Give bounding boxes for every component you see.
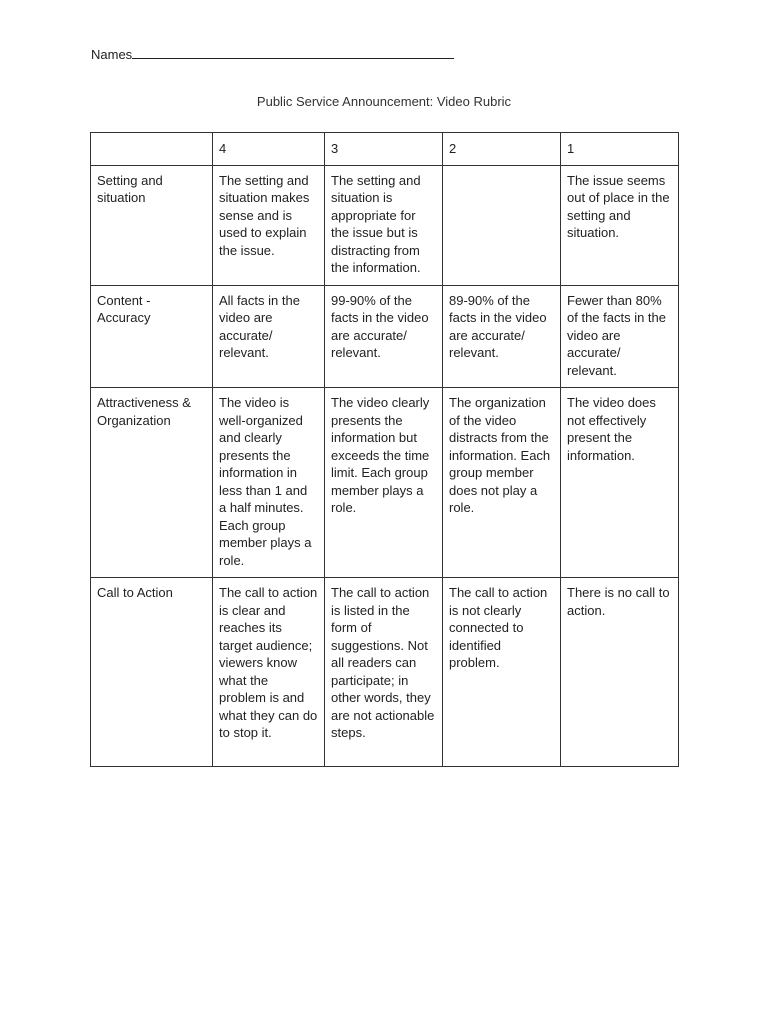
table-cell: The video clearly presents the information but exceeds the time limit. Each group member plays a role. [325,388,443,578]
names-field [91,45,454,62]
criterion-cell: Call to Action [91,578,213,767]
table-cell: Fewer than 80% of the facts in the video are accurate/ relevant. [561,285,679,388]
names-label: Names [91,47,133,62]
header-cell-score-2: 2 [443,133,561,166]
header-cell-score-4: 4 [213,133,325,166]
table-cell: The video is well-organized and clearly presents the information in less than 1 and a half minutes. Each group member plays a role. [213,388,325,578]
table-cell: The setting and situation is appropriate for the issue but is distracting from the information. [325,165,443,285]
table-cell [443,165,561,285]
criterion-cell: Content - Accuracy [91,285,213,388]
table-cell: The call to action is not clearly connected to identified problem. [443,578,561,767]
page-title: Public Service Announcement: Video Rubric [256,94,512,109]
table-cell: All facts in the video are accurate/ relevant. [213,285,325,388]
table-cell: There is no call to action. [561,578,679,767]
criterion-cell: Setting and situation [91,165,213,285]
table-header-row [91,133,679,166]
names-blank-line[interactable] [132,45,454,59]
table-cell: The organization of the video distracts from the information. Each group member does not play a role. [443,388,561,578]
header-cell-score-1: 1 [561,133,679,166]
table-cell: The setting and situation makes sense and is used to explain the issue. [213,165,325,285]
criterion-cell: Attractiveness & Organization [91,388,213,578]
header-cell-blank [91,133,213,166]
table-cell: The issue seems out of place in the setting and situation. [561,165,679,285]
header-cell-score-3: 3 [325,133,443,166]
table-row [91,285,679,388]
table-row [91,165,679,285]
table-row [91,388,679,578]
table-cell: 99-90% of the facts in the video are accurate/ relevant. [325,285,443,388]
table-cell: 89-90% of the facts in the video are accurate/ relevant. [443,285,561,388]
rubric-table [90,132,679,767]
table-cell: The call to action is listed in the form of suggestions. Not all readers can participate; in other words, they are not actionable steps. [325,578,443,767]
table-cell: The call to action is clear and reaches its target audience; viewers know what the problem is and what they can do to stop it. [213,578,325,767]
table-cell: The video does not effectively present the information. [561,388,679,578]
table-row [91,578,679,767]
